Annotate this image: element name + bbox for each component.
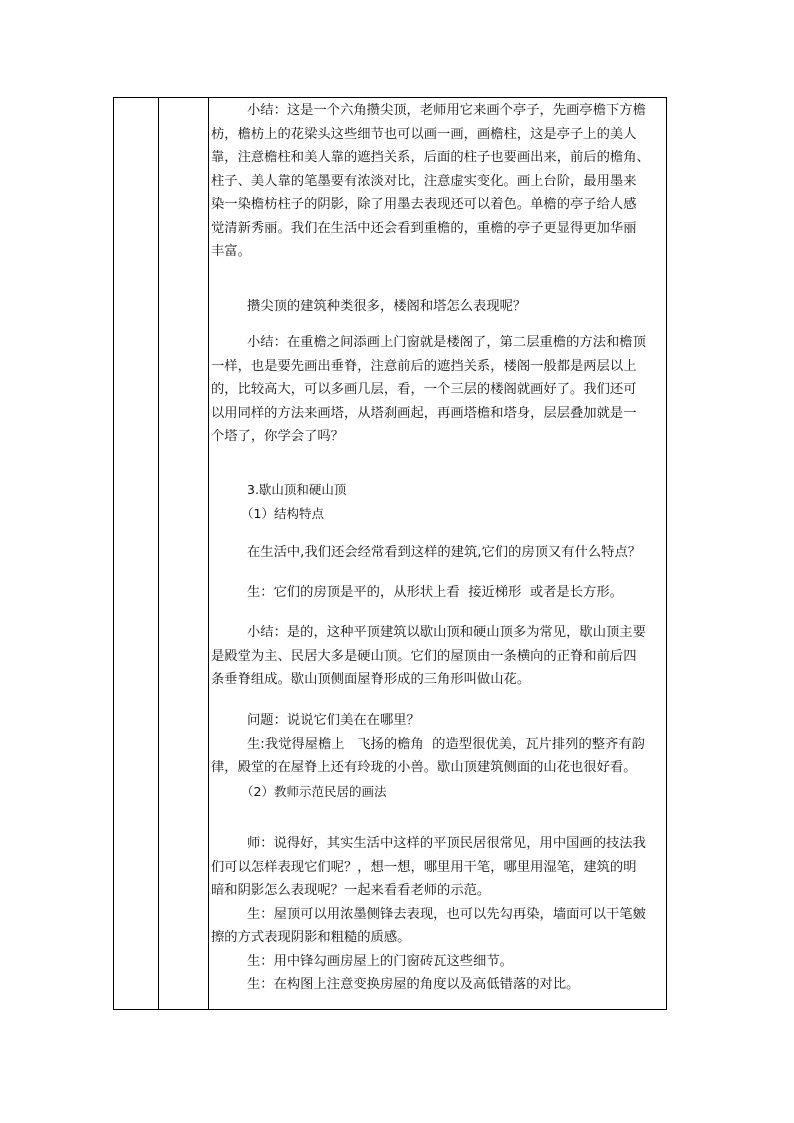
text-line: 觉清新秀丽。我们在生活中还会看到重檐的，重檐的亭子更显得更加华丽 [211, 220, 637, 236]
text-line: 小结：在重檐之间添画上门窗就是楼阁了，第二层重檐的方法和檐顶 [247, 335, 646, 350]
text-line: 条垂脊组成。歇山顶侧面屋脊形成的三角形叫做山花。 [211, 672, 531, 687]
text-line: 枋，檐枋上的花梁头这些细节也可以画一画，画檐柱，这是亭子上的美人 [211, 126, 637, 142]
text-line: 生：用中锋勾画房屋上的门窗砖瓦这些细节。 [247, 953, 513, 969]
lesson-table [113, 97, 667, 1010]
text-line: 问题：说说它们美在在哪里？ [247, 713, 420, 728]
content-cell [211, 98, 660, 1009]
student-answer-roof [211, 581, 660, 605]
text-line: 丰富。 [211, 244, 251, 259]
text-line: 生：屋顶可以用浓墨侧锋去表现，也可以先勾再染，墙面可以干笔皴 [247, 906, 646, 922]
text-line: 是殿堂为主、民居大多是硬山顶。它们的屋顶由一条横向的正脊和前后四 [211, 648, 637, 664]
text-line: 们可以怎样表现它们呢？，想一想，哪里用干笔，哪里用湿笔，建筑的明 [211, 859, 637, 875]
text-line: 染一染檐枋柱子的阴影，除了用墨去表现还可以着色。单檐的亭子给人感 [211, 197, 637, 212]
section-heading [211, 478, 660, 525]
text-line: 师：说得好，其实生活中这样的平顶民居很常见，用中国画的技法我 [247, 836, 646, 851]
text-line: 生：在构图上注意变换房屋的角度以及高低错落的对比。 [247, 977, 580, 992]
summary-roof [211, 621, 660, 692]
text-line: 小结：是的，这种平顶建筑以歇山顶和硬山顶多为常见，歇山顶主要 [247, 625, 646, 640]
text-line: 在生活中,我们还会经常看到这样的建筑,它们的房顶又有什么特点？ [247, 545, 642, 560]
text-line: 个塔了，你学会了吗？ [211, 429, 344, 444]
text-line: 暗和阴影怎么表现呢？一起来看看老师的示范。 [211, 883, 491, 898]
text-line: 生:我觉得屋檐上 飞扬的檐角 的造型很优美，瓦片排列的整齐有韵 [247, 736, 645, 752]
teacher-demo [211, 832, 660, 997]
text-line: 一样，也是要先画出垂脊，注意前后的遮挡关系，楼阁一般都是两层以上 [211, 358, 637, 374]
text-line: 生：它们的房顶是平的，从形状上看 接近梯形 或者是长方形。 [247, 585, 623, 600]
summary-tower [211, 331, 660, 449]
summary-hexagonal-pavilion [211, 99, 660, 264]
text-line: 律，殿堂的在屋脊上还有玲珑的小兽。歇山顶建筑侧面的山花也很好看。 [211, 760, 637, 775]
subsection-title: （2）教师示范民居的画法 [241, 783, 387, 799]
table-column-divider [158, 98, 159, 1009]
text-line: 以用同样的方法来画塔，从塔刹画起，再画塔檐和塔身，层层叠加就是一 [211, 405, 637, 421]
section-title: 3.歇山顶和硬山顶 [247, 482, 347, 497]
text-line: 擦的方式表现阴影和粗糙的质感。 [211, 930, 411, 945]
text-line: 小结：这是一个六角攒尖顶，老师用它来画个亭子，先画亭檐下方檐 [247, 103, 646, 118]
text-line: 的，比较高大，可以多画几层，看，一个三层的楼阁就画好了。我们还可 [211, 382, 637, 397]
text-line: 靠，注意檐柱和美人靠的遮挡关系，后面的柱子也要画出来，前后的檐角、 [211, 150, 650, 165]
question-pavilion-tower [211, 295, 660, 319]
text-line: 柱子、美人靠的笔墨要有浓淡对比，注意虚实变化。画上台阶，最用墨来 [211, 173, 637, 189]
question-roof [211, 541, 660, 565]
text-line: 攒尖顶的建筑种类很多，楼阁和塔怎么表现呢？ [247, 299, 527, 314]
question-beauty [211, 709, 660, 803]
subsection-title: （1）结构特点 [241, 505, 324, 521]
table-column-divider [208, 98, 209, 1009]
